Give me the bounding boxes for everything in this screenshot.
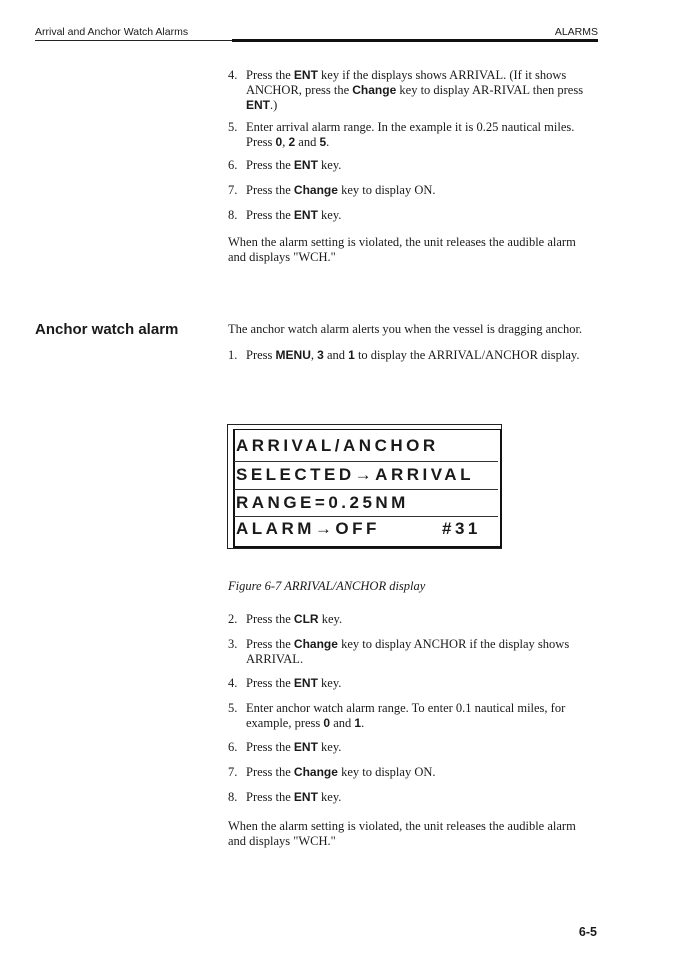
step-text: key. [317, 740, 342, 754]
step-text: Press the [246, 790, 294, 804]
step-text: Press the [246, 637, 294, 651]
lcd-line-1: ARRIVAL/ANCHOR [236, 436, 439, 455]
list-item [228, 120, 596, 150]
list-item [228, 790, 596, 805]
key-name: 1 [348, 348, 355, 362]
key-name: Change [293, 637, 338, 651]
step-number: 8. [228, 790, 238, 804]
section-intro: The anchor watch alarm alerts you when the vessel is dragging anchor. [228, 322, 583, 336]
key-name: ENT [293, 740, 318, 754]
page-header [35, 26, 598, 40]
step-text: Press the [246, 158, 294, 172]
key-name: 0 [323, 716, 331, 730]
arrival-note: When the alarm setting is violated, the unit releases the audible alarm and displays "WCH." [228, 235, 576, 264]
lcd-line-3: RANGE=0.25NM [236, 493, 409, 512]
step-text: Press the [246, 676, 294, 690]
header-rule-thick [232, 39, 598, 42]
list-item [228, 637, 596, 667]
step-text: Press the [246, 183, 294, 197]
section-heading: Anchor watch alarm [35, 321, 179, 338]
step-text: to display the ARRIVAL/ANCHOR display. [354, 348, 580, 362]
page-number: 6-5 [578, 925, 597, 939]
step-text: key if the displays shows ARRIVAL. (If it shows ANCHOR, press the [246, 68, 567, 97]
step-text: Press the [246, 208, 294, 222]
step-text: , [310, 348, 318, 362]
list-item [228, 158, 596, 173]
key-name: 2 [288, 135, 296, 149]
key-name: ENT [293, 208, 318, 222]
step-number: 4. [228, 68, 238, 82]
step-text: , [282, 135, 289, 149]
header-rule-thin [35, 40, 235, 41]
step-number: 6. [228, 158, 238, 172]
step-text: and [330, 716, 355, 730]
key-name: ENT [246, 98, 270, 112]
step-text: .) [270, 98, 278, 112]
step-text: key to display ON. [337, 765, 436, 779]
header-section-title: Arrival and Anchor Watch Alarms [35, 26, 189, 38]
lcd-divider [234, 516, 498, 517]
step-number: 7. [228, 765, 238, 779]
step-number: 5. [228, 701, 238, 715]
step-number: 8. [228, 208, 238, 222]
anchor-steps-list [228, 612, 596, 849]
list-item [228, 740, 596, 755]
key-name: Change [293, 765, 338, 779]
key-name: ENT [293, 790, 318, 804]
key-name: CLR [293, 612, 319, 626]
step-text: Press the [246, 612, 294, 626]
key-name: 5 [319, 135, 327, 149]
key-name: 3 [317, 348, 324, 362]
step-number: 4. [228, 676, 238, 690]
step-number: 2. [228, 612, 238, 626]
key-name: Change [352, 83, 397, 97]
step-text: key. [317, 208, 342, 222]
key-name: 0 [275, 135, 283, 149]
arrival-steps-list [228, 68, 596, 265]
list-item [228, 68, 596, 113]
step-text: key. [317, 158, 342, 172]
step-text: Press the [246, 765, 294, 779]
key-name: 1 [354, 716, 362, 730]
step-text: key to display ON. [337, 183, 436, 197]
key-name: ENT [293, 68, 318, 82]
step-text: Press the [246, 740, 294, 754]
step-text: . [326, 135, 330, 149]
step-text: Enter anchor watch alarm range. To enter 0.1 nautical miles, for example, press [246, 701, 566, 730]
anchor-note: When the alarm setting is violated, the unit releases the audible alarm and displays "WCH." [228, 819, 576, 848]
step-text: key. [318, 612, 343, 626]
lcd-divider [234, 461, 498, 462]
step-text: key to display AR-RIVAL then press [396, 83, 584, 97]
step-number: 1. [228, 348, 238, 362]
step-text: Press [246, 348, 276, 362]
step-text: Enter arrival alarm range. In the example it is 0.25 nautical miles. Press [246, 120, 575, 149]
step-number: 6. [228, 740, 238, 754]
step-text: Press the [246, 68, 294, 82]
lcd-line-4-left: ALARM→OFF [236, 519, 380, 538]
key-name: MENU [275, 348, 311, 362]
list-item [228, 765, 596, 780]
figure-caption: Figure 6-7 ARRIVAL/ANCHOR display [228, 579, 426, 593]
list-item [228, 612, 596, 627]
key-name: Change [293, 183, 338, 197]
list-item [228, 676, 596, 691]
step-text: key. [317, 790, 342, 804]
step-text: key to display ANCHOR if the display shows ARRIVAL. [246, 637, 570, 666]
lcd-divider [234, 489, 498, 490]
key-name: ENT [293, 158, 318, 172]
step-number: 5. [228, 120, 238, 134]
anchor-section [228, 322, 596, 363]
key-name: ENT [293, 676, 318, 690]
list-item [228, 348, 596, 363]
step-text: . [361, 716, 365, 730]
header-chapter-title: ALARMS [554, 26, 598, 38]
step-text: and [323, 348, 349, 362]
list-item [228, 701, 596, 731]
list-item [228, 208, 596, 223]
lcd-line-2: SELECTED→ARRIVAL [236, 465, 474, 484]
list-item [228, 183, 596, 198]
step-text: and [295, 135, 320, 149]
step-number: 7. [228, 183, 238, 197]
step-text: key. [317, 676, 342, 690]
lcd-line-4-right: #31 [442, 519, 481, 538]
step-number: 3. [228, 637, 238, 651]
